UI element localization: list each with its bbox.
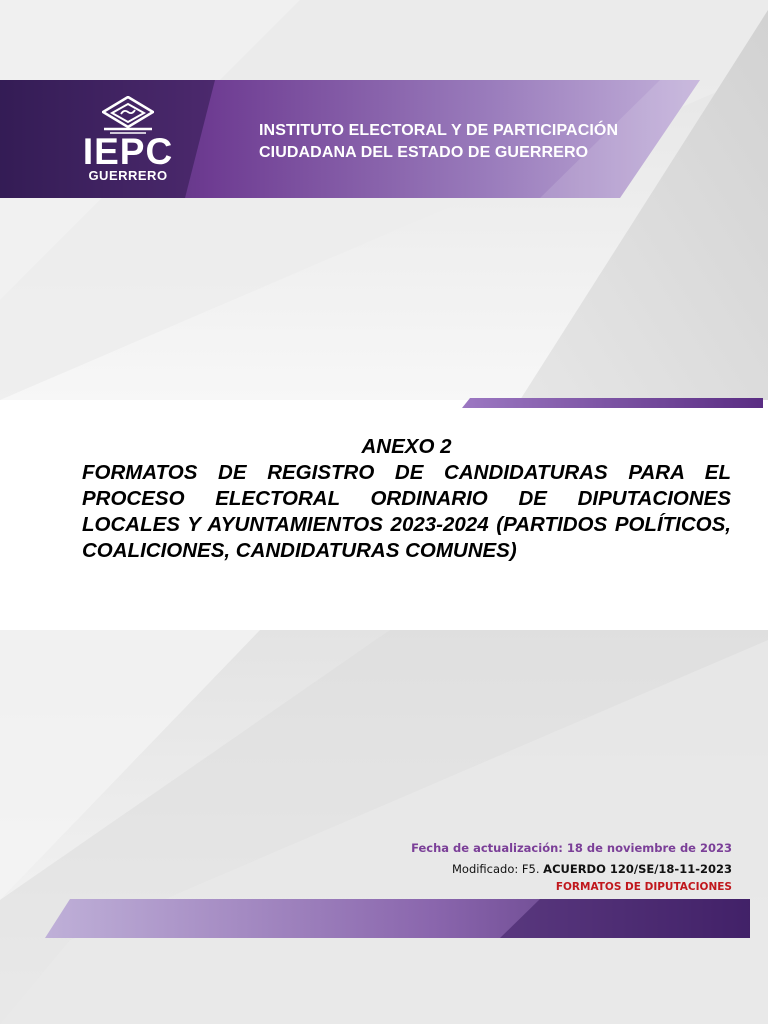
- institution-line-1: INSTITUTO ELECTORAL Y DE PARTICIPACIÓN: [259, 122, 619, 139]
- modification-reference: ACUERDO 120/SE/18-11-2023: [543, 862, 732, 876]
- modification-line: [411, 859, 732, 880]
- footer-band-dark-segment: [500, 899, 750, 938]
- update-date-value: 18 de noviembre de 2023: [566, 841, 732, 855]
- document-title: [82, 434, 731, 564]
- annex-heading: ANEXO 2: [361, 435, 452, 458]
- institution-line-2: CIUDADANA DEL ESTADO DE GUERRERO: [259, 144, 589, 161]
- iepc-logo: [78, 96, 178, 188]
- document-metadata: [411, 838, 732, 894]
- update-date-label: Fecha de actualización:: [411, 841, 563, 855]
- update-date-line: [411, 838, 732, 859]
- institution-name: [259, 120, 619, 164]
- logo-acronym: IEPC: [82, 131, 174, 172]
- section-label: FORMATOS DE DIPUTACIONES: [555, 881, 732, 893]
- iepc-emblem-icon: [102, 96, 154, 134]
- logo-state: GUERRERO: [88, 168, 168, 183]
- title-divider-bar: [462, 398, 763, 408]
- annex-title: FORMATOS DE REGISTRO DE CANDIDATURAS PARA EL PROCESO ELECTORAL ORDINARIO DE DIPUTACIONES LOCALES Y AYUNTAMIENTOS 2023-2024 (PARTIDOS POLÍTICOS, COALICIONES, CANDIDATURAS COMUNES): [82, 461, 731, 562]
- modification-label: Modificado: F5.: [451, 862, 540, 876]
